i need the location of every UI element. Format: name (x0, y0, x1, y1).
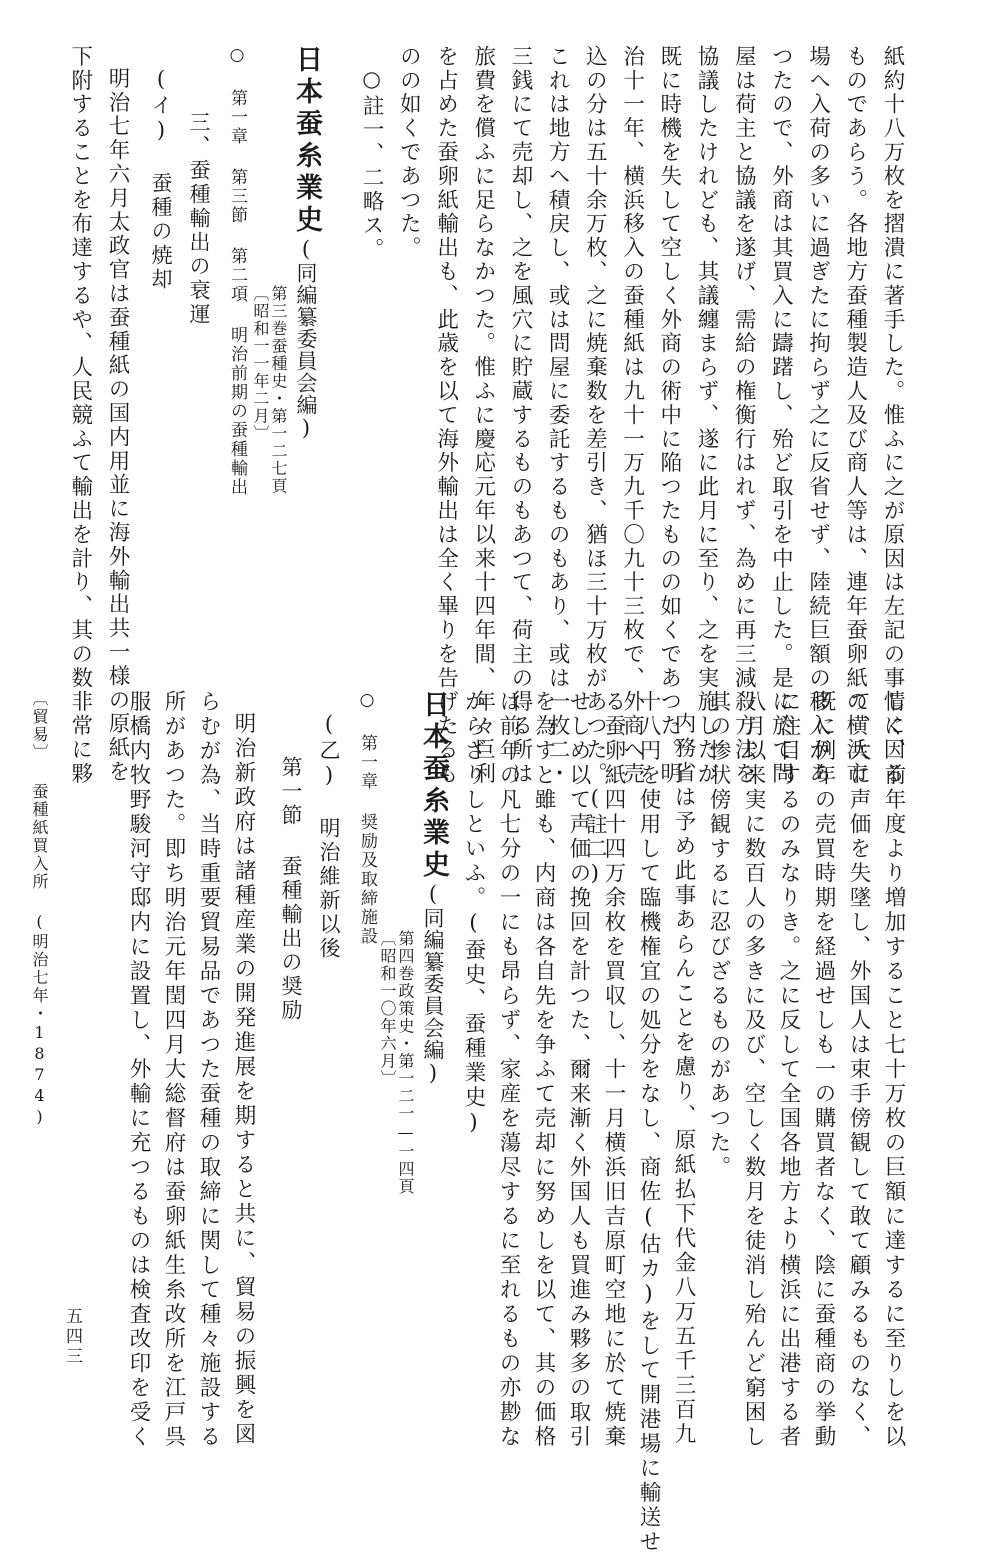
text-line: 三銭にて売却し、之を風穴に貯蔵するものもあつて、荷主の得る所は (507, 45, 533, 786)
section-heading: 第一節 蚕種輸出の奨励 (279, 756, 303, 1023)
text-line: 下附することを布達するや、人民競ふて輸出を計り、其の数非常に夥 (67, 45, 93, 786)
text-line: これは地方へ積戻し、或は問屋に委託するものもあり、或は一枚二・ (545, 45, 571, 786)
text-line: を為すと雖も、内商は各自先を争ふて売却に努めしを以て、其の価格 (531, 690, 556, 1450)
upper-source-citation (251, 45, 326, 495)
text-line: 場へ入荷の多いに過ぎたに拘らず之に反省せず、陸続巨額の移入があ (805, 45, 831, 786)
upper-closing-paragraph (62, 45, 136, 786)
text-line: 明治新政府は諸種産業の開発進展を期すると共に、貿易の振興を図 (231, 712, 256, 1447)
text-line: らむが為、当時重要貿易品であつた蚕種の取締に関して種々施設する (196, 690, 221, 1450)
text-line: 所があつた。即ち明治元年閏四月大総督府は蚕卵紙生糸改所を江戸呉 (161, 690, 186, 1450)
chapter-heading: ○ 第一章 奨励及取締施設 (357, 690, 377, 946)
section-heading: 三、蚕種輸出の衰運 (187, 111, 211, 327)
running-head: 〔貿易〕 蚕種紙買入所 (明治七年・1874) (30, 690, 49, 1128)
source-date: 〔昭和一一年二月〕 (251, 285, 270, 443)
text-line: 内務省は予め此事あらんことを慮り、原紙払下代金八万五千三百九 (671, 712, 696, 1447)
source-title: 日本蚕糸業史(同編纂委員会編) (418, 690, 449, 1086)
chapter-heading: ○ 第一章 第三節 第二項 明治前期の蚕種輸出 (227, 45, 247, 497)
text-line: 既に例年の売買時期を経過せしも一の購買者なく、陰に蚕種商の挙動 (811, 690, 836, 1450)
text-line: 服橋内牧野駿河守邸内に設置し、外輸に充つるものは検査改印を受く (126, 690, 151, 1450)
text-line: 其の惨状傍観するに忍びざるものがあつた。 (706, 690, 731, 1180)
text-line: 旅費を償ふに足らなかつた。惟ふに慶応元年以来十四年間、年々巨利 (470, 45, 496, 786)
text-line: 既に時機を失して空しく外商の術中に陥つたものの如くであつた。明 (656, 45, 682, 786)
note-line: ○註一、二略ス。 (359, 67, 385, 262)
text-line: 協議したけれども、其議纏まらず、遂に此月に至り、之を実施したが (693, 45, 719, 786)
text-line: せしめ以て声価の挽回を計つた、爾来漸く外国人も買進み夥多の取引 (566, 690, 591, 1450)
lower-section-heads (272, 690, 386, 1023)
text-line: 屋は荷主と協議を遂げ、需給の権衡行はれず、為めに再三減殺方法を (731, 45, 757, 786)
text-line: て、大に声価を失墜し、外国人は束手傍観して敢て顧みるものなく、 (846, 690, 871, 1450)
text-line: しく、前年度より増加すること七十万枚の巨額に達するに至りしを以 (881, 690, 906, 1450)
source-date: 〔昭和一〇年六月〕 (378, 930, 397, 1088)
text-line: る蚕卵紙四十四万余枚を買収し、十一月横浜旧吉原町空地に於て焼棄 (601, 690, 626, 1450)
lower-body-paragraph (456, 690, 911, 1555)
text-line: からざりしといふ。(蚕史、蚕種業史) (461, 690, 486, 1138)
subsection-heading: (イ) 蚕種の焼却 (149, 67, 173, 292)
text-line: ものであらう。各地方蚕種製造人及び商人等は、連年蚕卵紙の横浜市 (842, 45, 868, 786)
text-line: 八月以来実に数百人の多きに及び、空しく数月を徒消し殆んど窮困し (741, 690, 766, 1450)
page-number: 五四三 (62, 1307, 82, 1367)
source-volume-ref: 第三巻蚕種史・第一二七頁 (269, 285, 288, 495)
text-line: 紙約十八万枚を摺潰に著手した。惟ふに之が原因は左記の事情に因る (880, 45, 905, 786)
lower-source-citation (378, 690, 453, 1196)
text-line: のの如くであつた。 (396, 45, 422, 261)
text-line: 明治七年六月太政官は蚕種紙の国内用並に海外輸出共一様の原紙を (105, 67, 130, 784)
text-line: を占めた蚕卵紙輸出も、此歳を以て海外輸出は全く畢りを告げたるも (433, 45, 459, 786)
text-line: 治十一年、横浜移入の蚕種紙は九十一万九千〇九十三枚で、外商へ売 (619, 45, 645, 786)
text-line: つたので、外商は其買入に躊躇し、殆ど取引を中止した。是に於て問 (768, 45, 794, 786)
lower-closing-paragraph (121, 690, 261, 1450)
text-line: に注目するのみなりき。之に反して全国各地方より横浜に出港する者 (776, 690, 801, 1450)
text-line: 込の分は五十余万枚、之に焼棄数を差引き、猶ほ三十万枚があつた。(註二) (582, 45, 608, 889)
text-line: 十八円を使用して臨機権宜の処分をなし、商佐(估カ)をして開港場に輸送せ (636, 690, 661, 1555)
upper-section-heads (142, 45, 256, 497)
text-line: は前年の凡七分の一にも昂らず、家産を蕩尽するに至れるもの亦尠な (496, 690, 521, 1450)
source-volume-ref: 第四巻政策史・第一二一—一四頁 (396, 930, 415, 1196)
source-title: 日本蚕糸業史(同編纂委員会編) (291, 45, 322, 441)
era-heading: (乙) 明治維新以後 (317, 712, 341, 961)
